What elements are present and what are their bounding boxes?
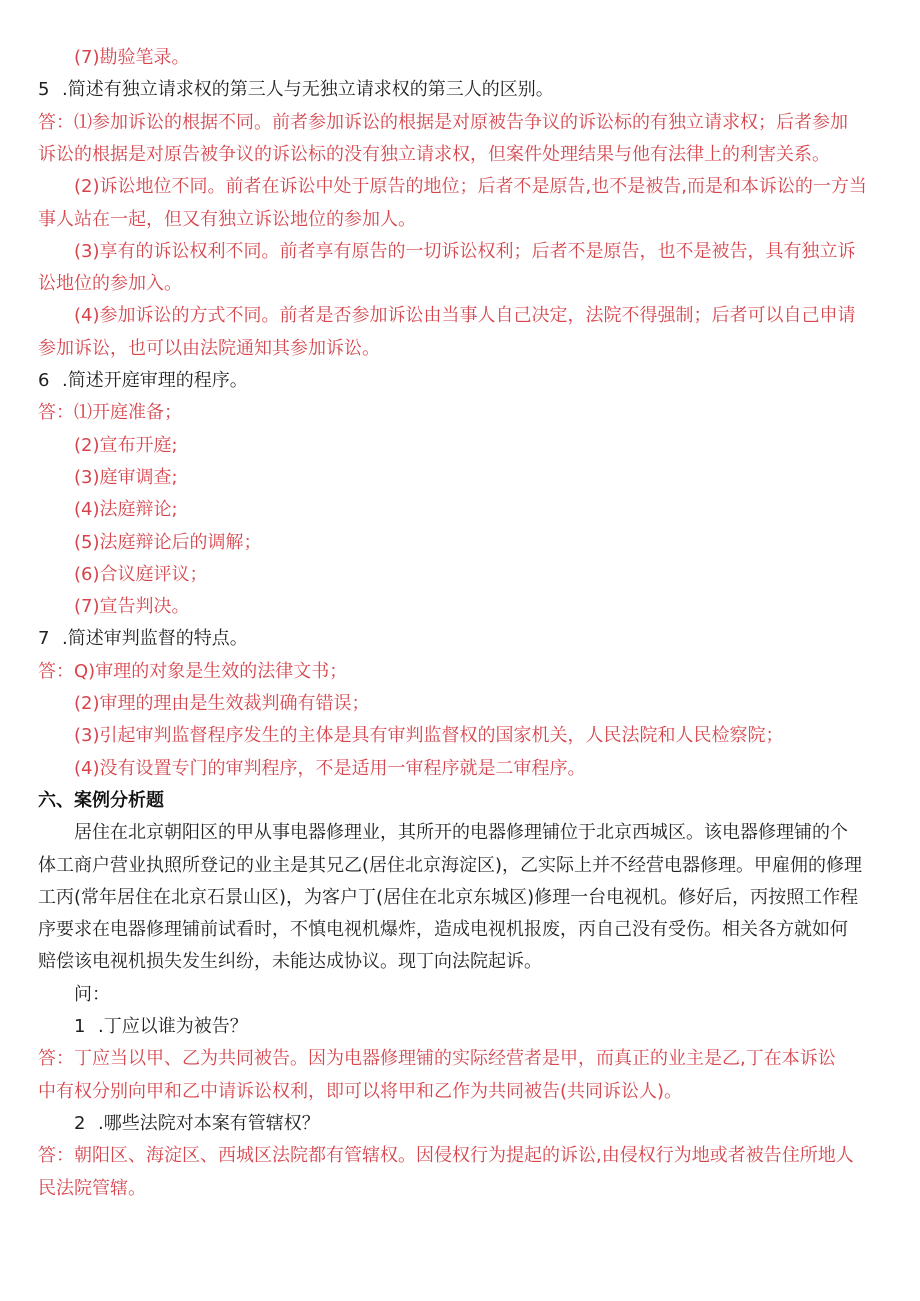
question-line (74, 1011, 248, 1043)
line-text: 中有权分别向甲和乙中请诉讼权利，即可以将甲和乙作为共同被告(共同诉讼人)。 (38, 1080, 683, 1102)
line-text: 赔偿该电视机损失发生纠纷，未能达成协议。现丁向法院起诉。 (38, 951, 542, 973)
answer-line (74, 753, 586, 785)
answer-line (38, 656, 347, 688)
question-line (74, 979, 110, 1011)
line-text: 答：Q)审理的对象是生效的法律文书； (38, 660, 348, 682)
answer-line (74, 171, 867, 203)
line-text: 答：丁应当以甲、乙为共同被告。因为电器修理铺的实际经营者是甲，而真正的业主是乙,丁在本诉讼 (38, 1048, 836, 1070)
line-text: (4)参加诉讼的方式不同。前者是否参加诉讼由当事人自己决定，法院不得强制；后者可以自己申请 (74, 305, 856, 327)
question-number: 6 (38, 370, 50, 391)
answer-line (74, 42, 190, 74)
line-text: 答：⑴参加诉讼的根据不同。前者参加诉讼的根据是对原被告争议的诉讼标的有独立请求权；后者参加 (38, 111, 848, 133)
question-line (38, 914, 848, 946)
answer-line (38, 333, 380, 365)
answer-line (74, 300, 856, 332)
line-text: 讼地位的参加入。 (38, 273, 182, 295)
line-text: (3)庭审调查; (74, 466, 178, 488)
question-line (74, 817, 848, 849)
question-line (38, 882, 858, 914)
question-line (74, 1108, 320, 1140)
line-text: (3)享有的诉讼权利不同。前者享有原告的一切诉讼权利；后者不是原告，也不是被告，具有独立诉 (74, 240, 856, 262)
line-text: (7)宣告判决。 (74, 596, 190, 618)
question-line (38, 74, 554, 106)
line-text: 六、案例分析题 (38, 789, 164, 811)
line-text: 参加诉讼，也可以由法院通知其参加诉讼。 (38, 337, 380, 359)
line-text: .简述审判监督的特点。 (62, 628, 248, 650)
line-text: (2)宣布开庭; (74, 434, 178, 456)
question-number: 5 (38, 79, 50, 101)
answer-line (74, 430, 178, 462)
line-text: (4)没有设置专门的审判程序，不是适用一审程序就是二审程序。 (74, 757, 586, 779)
answer-line (38, 1043, 836, 1075)
question-line (38, 946, 542, 978)
line-text: (5)法庭辩论后的调解； (74, 531, 262, 553)
answer-line (38, 1076, 682, 1108)
question-number: 2 (74, 1112, 86, 1134)
line-text: 答：朝阳区、海淀区、西城区法院都有管辖权。因侵权行为提起的诉讼,由侵权行为地或者被告住所地人 (38, 1145, 854, 1167)
answer-line (74, 559, 208, 591)
line-text: .哪些法院对本案有管辖权？ (98, 1112, 320, 1134)
answer-line (38, 204, 416, 236)
line-text: (3)引起审判监督程序发生的主体是具有审判监督权的国家机关，人民法院和人民检察院； (74, 725, 784, 747)
line-text: (6)合议庭评议； (74, 563, 208, 585)
section-heading (38, 785, 164, 817)
line-text: 事人站在一起，但又有独立诉讼地位的参加人。 (38, 208, 416, 230)
answer-line (38, 1173, 146, 1205)
line-text: 工丙(常年居住在北京石景山区)，为客户丁(居住在北京东城区)修理一台电视机。修好后，丙按照工作程 (38, 886, 859, 908)
line-text: 体工商户营业执照所登记的业主是其兄乙(居住北京海淀区)，乙实际上并不经营电器修理。甲雇佣的修理 (38, 854, 863, 876)
line-text: (2)审理的理由是生效裁判确有错误； (74, 693, 370, 714)
line-text: 居住在北京朝阳区的甲从事电器修理业，其所开的电器修理铺位于北京西城区。该电器修理铺的个 (74, 822, 848, 844)
answer-line (38, 268, 182, 300)
question-line (38, 365, 248, 397)
answer-line (38, 1140, 854, 1172)
answer-line (74, 591, 190, 623)
answer-line (38, 139, 830, 171)
line-text: 问： (74, 983, 110, 1005)
line-text: 诉讼的根据是对原告被争议的诉讼标的没有独立请求权，但案件处理结果与他有法律上的利害关系。 (38, 143, 830, 165)
answer-line (74, 720, 784, 752)
question-line (38, 623, 248, 655)
line-text: (4)法庭辩论; (74, 499, 178, 521)
line-text: (7)勘验笔录。 (74, 47, 190, 68)
answer-line (74, 494, 178, 526)
line-text: 答：⑴开庭准备； (38, 402, 182, 424)
answer-line (74, 688, 370, 720)
line-text: 民法院管辖。 (38, 1177, 146, 1199)
answer-line (38, 107, 848, 139)
answer-line (74, 236, 856, 268)
answer-line (74, 462, 178, 494)
line-text: .简述有独立请求权的第三人与无独立请求权的第三人的区别。 (62, 79, 554, 101)
question-number: 7 (38, 628, 50, 650)
answer-line (38, 397, 182, 429)
question-line (38, 850, 862, 882)
line-text: 序要求在电器修理铺前试看时，不慎电视机爆炸，造成电视机报废，丙自己没有受伤。相关各方就如何 (38, 919, 848, 941)
line-text: .丁应以谁为被告？ (98, 1016, 248, 1037)
line-text: .简述开庭审理的程序。 (62, 370, 248, 391)
answer-line (74, 527, 262, 559)
question-number: 1 (74, 1016, 86, 1037)
line-text: (2)诉讼地位不同。前者在诉讼中处于原告的地位；后者不是原告,也不是被告,而是和本诉讼的一方当 (74, 176, 867, 198)
